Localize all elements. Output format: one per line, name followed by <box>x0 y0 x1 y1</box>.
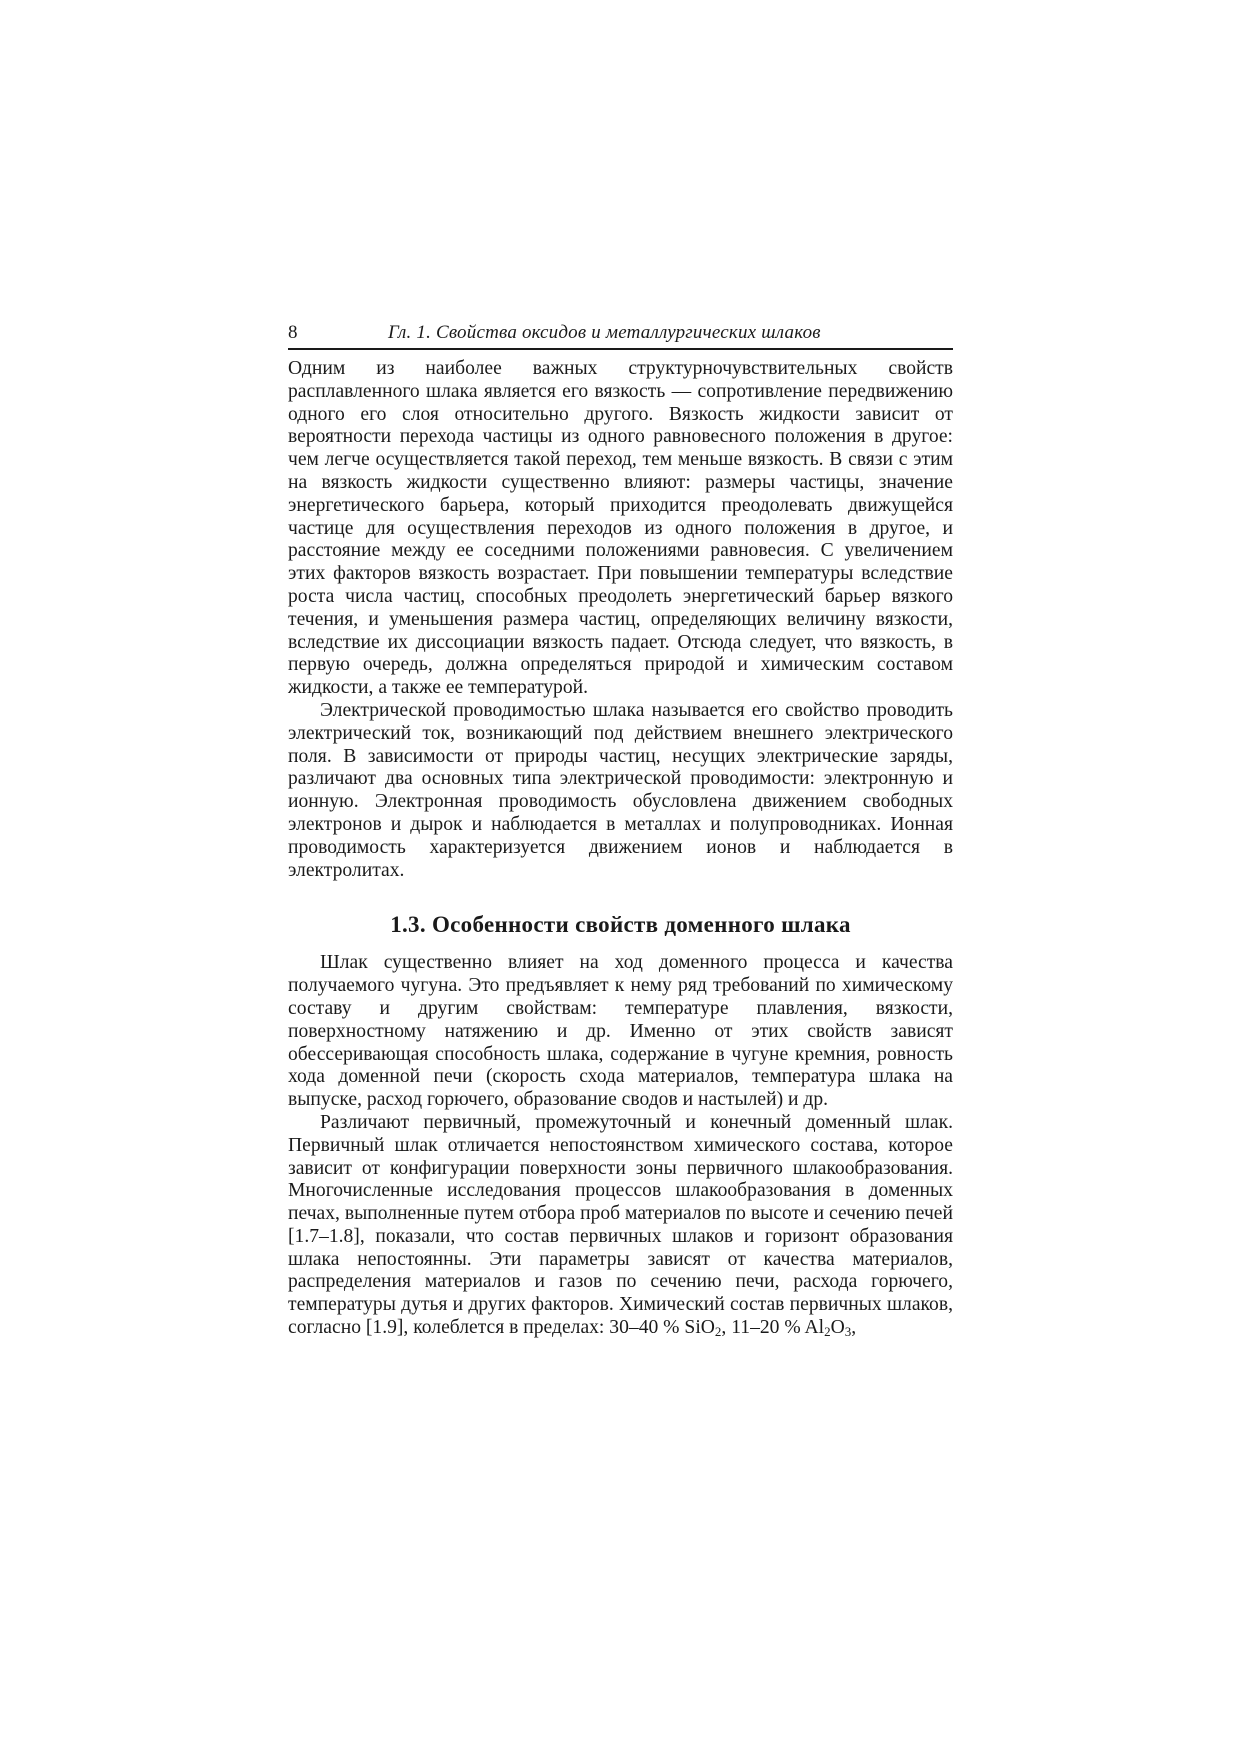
trailing-comma: , <box>851 1317 857 1339</box>
chapter-title: Гл. 1. Свойства оксидов и металлургических шлаков <box>388 322 821 343</box>
sio2-range: 30–40 % <box>609 1317 680 1339</box>
running-header <box>288 318 953 350</box>
section-heading: 1.3. Особенности свойств доменного шлака <box>390 912 851 938</box>
paragraph-conductivity: Электрической проводимостью шлака называется его свойство проводить электрический ток, возникающий под действием внешнего электрического поля. В зависимости от природы частиц, несущих электрические заряды, различают два основных типа электрической проводимости: электронную и ионную. Электронная проводимость обусловлена движением свободных электронов и дырок и наблюдается в металлах и полупроводниках. Ионная проводимость характеризуется движением ионов и наблюдается в электролитах. <box>288 699 953 881</box>
body-text <box>288 358 953 1340</box>
paragraph-viscosity: Одним из наиболее важных структурночувствительных свойств расплавленного шлака является его вязкость — сопротивление передвижению одного его слоя относительно другого. Вязкость жидкости зависит от вероятности перехода частицы из одного равновесного положения в другое: чем легче осуществляется такой переход, тем меньше вязкость. В связи с этим на вязкость жидкости существенно влияют: размеры частицы, значение энергетического барьера, который приходится преодолевать движущейся частице для осуществления переходов из одного положения в другое, и расстояние между ее соседними положениями равновесия. С увеличением этих факторов вязкость возрастает. При повышении температуры вследствие роста числа частиц, способных преодолеть энергетический барьер вязкого течения, и уменьшения размера частиц, определяющих величину вязкости, вследствие их диссоциации вязкость падает. Отсюда следует, что вязкость, в первую очередь, должна определяться природой и химическим составом жидкости, а также ее температурой. <box>288 358 953 699</box>
paragraph-slag-influence: Шлак существенно влияет на ход доменного процесса и качества получаемого чугуна. Это предъявляет к нему ряд требований по химическому составу и другим свойствам: температуре плавления, вязкости, поверхностному натяжению и др. Именно от этих свойств зависят обессеривающая способность шлака, содержание в чугуне кремния, ровность хода доменной печи (скорость схода материалов, температура шлака на выпуске, расход горючего, образование сводов и настылей) и др. <box>288 952 953 1111</box>
document-page <box>288 318 953 1340</box>
paragraph-primary-slag: Различают первичный, промежуточный и конечный доменный шлак. Первичный шлак отличается непостоянством химического состава, которое зависит от конфигурации поверхности зоны первичного шлакообразования. Многочисленные исследования процессов шлакообразования в доменных печах, выполненные путем отбора проб материалов по высоте и сечению печей [1.7–1.8], показали, что состав первичных шлаков и горизонт образования шлака непостоянны. Эти параметры зависят от качества материалов, распределения материалов и газов по сечению печи, расхода горючего, температуры дутья и других факторов. Химический состав первичных шлаков, согласно [1.9], колеблется в пределах: 30–40 % SiO$_2$, 11–20 % $Al_2O_3$, <box>288 1111 953 1340</box>
page-number: 8 <box>288 322 298 343</box>
sio2-formula: SiO$_2$ <box>684 1317 722 1340</box>
al2o3-formula: $Al_2O_3$ <box>804 1317 852 1340</box>
al2o3-range: 11–20 % <box>731 1317 801 1339</box>
primary-slag-text: Различают первичный, промежуточный и конечный доменный шлак. Первичный шлак отличается непостоянством химического состава, которое зависит от конфигурации поверхности зоны первичного шлакообразования. Многочисленные исследования процессов шлакообразования в доменных печах, выполненные путем отбора проб материалов по высоте и сечению печей [1.7–1.8], показали, что состав первичных шлаков и горизонт образования шлака непостоянны. Эти параметры зависят от качества материалов, распределения материалов и газов по сечению печи, расхода горючего, температуры дутья и других факторов. Химический состав первичных шлаков, согласно [1.9], колеблется в пределах: <box>288 1111 953 1339</box>
